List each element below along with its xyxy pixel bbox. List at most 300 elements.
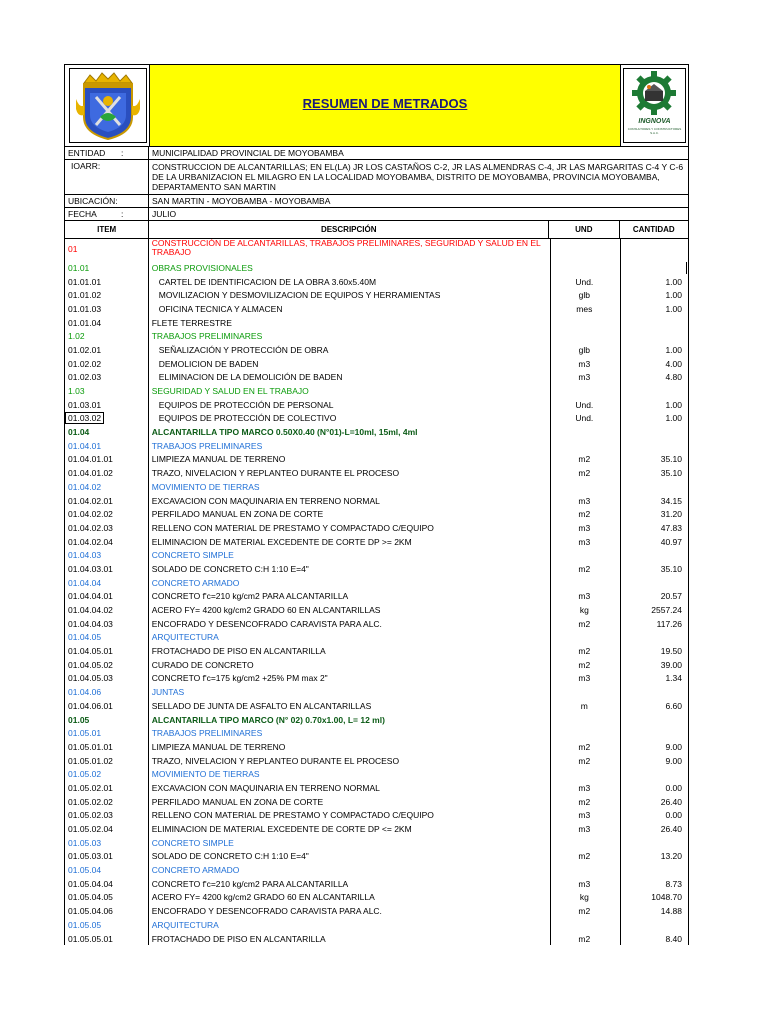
col-und: UND [549, 221, 619, 239]
item-description: PERFILADO MANUAL EN ZONA DE CORTE [151, 796, 324, 807]
item-description: JUNTAS [151, 687, 185, 698]
page-title: RESUMEN DE METRADOS [302, 96, 468, 111]
metrados-sheet [64, 64, 689, 945]
item-code-text: 01.04.03 [68, 550, 102, 561]
item-description: SEGURIDAD Y SALUD EN EL TRABAJO [151, 386, 309, 397]
item-code-text: 01.05.02.03 [68, 810, 113, 821]
item-code [65, 537, 149, 547]
item-code-text: 01.04.05.02 [68, 659, 113, 670]
item-code-text: 01.04.02.02 [68, 509, 113, 520]
item-code-text: 01.05.04 [68, 865, 102, 876]
table-row [65, 836, 688, 850]
item-code [65, 400, 149, 410]
item-description: CONCRETO ARMADO [151, 577, 240, 588]
item-quantity: 8.73 [665, 878, 682, 889]
table-row [65, 316, 688, 330]
item-code-text: 01.05.01 [68, 728, 102, 739]
table-row [65, 740, 688, 754]
table-row [65, 631, 688, 645]
item-code-text: 01.04.04.01 [68, 591, 113, 602]
fecha-label: FECHA [68, 209, 97, 219]
item-code [65, 687, 149, 697]
item-code [65, 263, 149, 273]
ubicacion-row [65, 195, 688, 208]
item-unit: m3 [578, 358, 591, 369]
item-code [65, 277, 149, 287]
item-code [65, 646, 149, 656]
item-description: ARQUITECTURA [151, 919, 219, 930]
item-unit: m3 [578, 878, 591, 889]
table-row [65, 809, 688, 823]
table-row [65, 891, 688, 905]
fecha-value: JULIO [152, 209, 177, 219]
col-descripcion: DESCRIPCIÓN [149, 221, 549, 239]
item-quantity: 20.57 [660, 591, 682, 602]
item-unit: mes [576, 303, 593, 314]
item-code-text: 01.05.04.04 [68, 878, 113, 889]
table-row [65, 239, 688, 261]
item-code-text: 01.04.06.01 [68, 700, 113, 711]
item-quantity: 31.20 [660, 509, 682, 520]
table-row [65, 412, 688, 426]
item-quantity: 35.10 [660, 454, 682, 465]
item-code [65, 304, 149, 314]
item-description: ARQUITECTURA [151, 632, 219, 643]
table-row [65, 781, 688, 795]
item-code-text: 01.05.05 [68, 919, 102, 930]
item-code [65, 496, 149, 506]
fecha-colon: : [121, 209, 124, 219]
item-unit: m3 [578, 782, 591, 793]
item-code [65, 454, 149, 464]
item-unit: glb [578, 344, 590, 355]
item-unit: m2 [578, 618, 591, 629]
item-code [65, 810, 149, 820]
table-row [65, 754, 688, 768]
table-row [65, 850, 688, 864]
item-quantity: 4.00 [665, 358, 682, 369]
table-row [65, 590, 688, 604]
item-description: EXCAVACION CON MAQUINARIA EN TERRENO NORMAL [151, 495, 380, 506]
item-description: OFICINA TECNICA Y ALMACEN [158, 303, 283, 314]
item-description: CONCRETO SIMPLE [151, 837, 234, 848]
item-code [65, 783, 149, 793]
item-description: EQUIPOS DE PROTECCIÓN DE PERSONAL [158, 399, 334, 410]
item-description: CONCRETO f'c=210 kg/cm2 PARA ALCANTARILLA [151, 878, 349, 889]
table-row [65, 439, 688, 453]
item-description: RELLENO CON MATERIAL DE PRESTAMO Y COMPACTADO C/EQUIPO [151, 522, 434, 533]
item-description: SOLADO DE CONCRETO C:H 1:10 E=4" [151, 563, 309, 574]
item-description: SOLADO DE CONCRETO C:H 1:10 E=4" [151, 851, 309, 862]
item-unit: kg [579, 892, 589, 903]
item-description: LIMPIEZA MANUAL DE TERRENO [151, 741, 286, 752]
item-code-text: 01.03.02 [65, 412, 104, 424]
item-quantity: 1.00 [665, 399, 682, 410]
item-description: ELIMINACION DE LA DEMOLICIÓN DE BADEN [158, 372, 343, 383]
item-description: CONCRETO SIMPLE [151, 550, 234, 561]
item-description: DEMOLICION DE BADEN [158, 358, 259, 369]
item-unit: m2 [578, 755, 591, 766]
table-row [65, 863, 688, 877]
ingnova-logo-text: INGNOVA [638, 118, 671, 125]
item-code-text: 01.05.04.05 [68, 892, 113, 903]
table-row [65, 644, 688, 658]
table-row [65, 713, 688, 727]
item-quantity: 1.00 [665, 303, 682, 314]
item-code-text: 01.05.01.02 [68, 755, 113, 766]
item-code [65, 413, 149, 423]
table-row [65, 877, 688, 891]
item-code [65, 742, 149, 752]
item-code [65, 482, 149, 492]
item-description: ENCOFRADO Y DESENCOFRADO CARAVISTA PARA ALC. [151, 618, 382, 629]
item-code-text: 01.04.04 [68, 577, 102, 588]
item-description: TRAZO, NIVELACION Y REPLANTEO DURANTE EL PROCESO [151, 755, 400, 766]
item-description: ACERO FY= 4200 kg/cm2 GRADO 60 EN ALCANTARILLAS [151, 605, 381, 616]
item-code-text: 01.05.03 [68, 837, 102, 848]
item-description: TRABAJOS PRELIMINARES [151, 440, 263, 451]
item-unit: Und. [575, 276, 594, 287]
item-unit: m3 [578, 591, 591, 602]
item-code [65, 824, 149, 834]
entidad-row [65, 147, 688, 160]
item-description: ALCANTARILLA TIPO MARCO 0.50X0.40 (N°01)-L=10ml, 15ml, 4ml [151, 427, 418, 438]
table-body [64, 239, 689, 945]
item-code-text: 01.05.02.02 [68, 796, 113, 807]
item-code-text: 01.02.02 [68, 358, 102, 369]
item-quantity: 1.00 [665, 290, 682, 301]
table-row [65, 329, 688, 343]
item-code-text: 01.04 [68, 427, 90, 438]
item-unit: m2 [578, 741, 591, 752]
item-quantity: 0.00 [665, 782, 682, 793]
item-quantity: 13.20 [660, 851, 682, 862]
item-code-text: 01.04.05.03 [68, 673, 113, 684]
col-cantidad: CANTIDAD [632, 224, 675, 234]
table-row [65, 261, 688, 275]
item-code [65, 934, 149, 944]
item-code [65, 797, 149, 807]
item-code-text: 01.05.03.01 [68, 851, 113, 862]
item-unit: m3 [578, 810, 591, 821]
item-code-text: 01.04.01 [68, 440, 102, 451]
item-description: ENCOFRADO Y DESENCOFRADO CARAVISTA PARA ALC. [151, 906, 382, 917]
item-description: CONCRETO f'c=210 kg/cm2 PARA ALCANTARILLA [151, 591, 349, 602]
table-row [65, 371, 688, 385]
item-quantity: 14.88 [660, 906, 682, 917]
fecha-row [65, 208, 688, 221]
item-code [65, 851, 149, 861]
item-quantity: 8.40 [665, 933, 682, 944]
item-unit: m2 [578, 468, 591, 479]
item-code-text: 01.04.05.01 [68, 646, 113, 657]
item-unit: m2 [578, 646, 591, 657]
item-quantity: 2557.24 [651, 605, 682, 616]
item-unit: kg [579, 605, 589, 616]
item-unit: m2 [578, 509, 591, 520]
item-description: CONCRETO f'c=175 kg/cm2 +25% PM max 2" [151, 673, 328, 684]
item-code [65, 468, 149, 478]
item-code-text: 01.05.05.01 [68, 933, 113, 944]
item-code-text: 01.01.03 [68, 303, 102, 314]
table-row [65, 480, 688, 494]
table-row [65, 726, 688, 740]
item-unit: m [580, 700, 588, 711]
item-code-text: 01.01.01 [68, 276, 102, 287]
item-code [65, 879, 149, 889]
title-banner [149, 65, 621, 146]
item-unit: m3 [578, 824, 591, 835]
item-code-text: 01.04.01.02 [68, 468, 113, 479]
table-row [65, 685, 688, 699]
ingnova-logo-subtext: CONSULTORES Y CONSTRUCTORES S.A.C. [627, 127, 682, 135]
item-description: EQUIPOS DE PROTECCIÓN DE COLECTIVO [158, 413, 337, 424]
item-description: ACERO FY= 4200 kg/cm2 GRADO 60 EN ALCANTARILLA [151, 892, 375, 903]
item-description: MOVIMIENTO DE TIERRAS [151, 769, 260, 780]
item-unit: m2 [578, 563, 591, 574]
item-quantity: 39.00 [660, 659, 682, 670]
item-code-text: 01.05 [68, 714, 90, 725]
table-row [65, 384, 688, 398]
item-description: MOVILIZACION Y DESMOVILIZACION DE EQUIPOS Y HERRAMIENTAS [158, 290, 441, 301]
item-description: RELLENO CON MATERIAL DE PRESTAMO Y COMPACTADO C/EQUIPO [151, 810, 434, 821]
table-header [64, 221, 689, 239]
item-code-text: 01.04.02.03 [68, 522, 113, 533]
item-unit: Und. [575, 413, 594, 424]
ingnova-gear-logo-icon [623, 68, 686, 143]
item-code-text: 01.05.02 [68, 769, 102, 780]
item-code [65, 359, 149, 369]
item-quantity: 1.34 [665, 673, 682, 684]
table-row [65, 288, 688, 302]
table-row [65, 453, 688, 467]
item-description: PERFILADO MANUAL EN ZONA DE CORTE [151, 509, 324, 520]
item-description: SELLADO DE JUNTA DE ASFALTO EN ALCANTARILLAS [151, 700, 372, 711]
item-code [65, 550, 149, 560]
item-code [65, 769, 149, 779]
table-row [65, 932, 688, 946]
table-row [65, 466, 688, 480]
table-row [65, 822, 688, 836]
item-code-text: 01.04.04.03 [68, 618, 113, 629]
item-quantity: 47.83 [660, 522, 682, 533]
table-row [65, 494, 688, 508]
item-quantity: 117.26 [656, 618, 682, 629]
item-unit: m2 [578, 851, 591, 862]
item-unit: m2 [578, 906, 591, 917]
municipal-coat-of-arms-icon [69, 68, 147, 143]
item-code-text: 01.04.05 [68, 632, 102, 643]
table-row [65, 672, 688, 686]
item-quantity: 9.00 [665, 741, 682, 752]
item-code [65, 838, 149, 848]
item-code [65, 441, 149, 451]
item-code [65, 578, 149, 588]
table-row [65, 548, 688, 562]
item-unit: m2 [578, 933, 591, 944]
item-code-text: 01.04.06 [68, 687, 102, 698]
item-code [65, 372, 149, 382]
item-unit: m2 [578, 659, 591, 670]
item-quantity: 26.40 [660, 824, 682, 835]
item-description: SEÑALIZACIÓN Y PROTECCIÓN DE OBRA [158, 344, 329, 355]
table-row [65, 617, 688, 631]
item-quantity: 35.10 [660, 468, 682, 479]
item-description: ELIMINACION DE MATERIAL EXCEDENTE DE CORTE DP >= 2KM [151, 536, 412, 547]
table-row [65, 425, 688, 439]
column-divider [550, 239, 551, 945]
item-description: CONCRETO ARMADO [151, 865, 240, 876]
item-description: TRABAJOS PRELIMINARES [151, 331, 263, 342]
item-quantity: 19.50 [660, 646, 682, 657]
item-description: OBRAS PROVISIONALES [151, 262, 253, 273]
item-code [65, 386, 149, 396]
table-row [65, 521, 688, 535]
item-code-text: 01.05.01.01 [68, 741, 113, 752]
item-quantity: 1.00 [665, 413, 682, 424]
item-code [65, 632, 149, 642]
item-unit: m3 [578, 495, 591, 506]
table-row [65, 357, 688, 371]
item-code [65, 345, 149, 355]
item-code-text: 01.04.02.01 [68, 495, 113, 506]
item-unit: m3 [578, 522, 591, 533]
table-row [65, 535, 688, 549]
item-code-text: 1.03 [68, 386, 85, 397]
ioarr-row [65, 160, 688, 195]
table-row [65, 658, 688, 672]
item-code-text: 01.05.02.04 [68, 824, 113, 835]
item-code-text: 01.04.03.01 [68, 563, 113, 574]
item-quantity: 1.00 [665, 344, 682, 355]
item-code [65, 591, 149, 601]
item-code-text: 01.03.01 [68, 399, 102, 410]
table-row [65, 603, 688, 617]
ubicacion-value: SAN MARTIN - MOYOBAMBA - MOYOBAMBA [152, 196, 331, 206]
item-code [65, 715, 149, 725]
table-row [65, 562, 688, 576]
table-row [65, 795, 688, 809]
table-row [65, 767, 688, 781]
item-quantity: 1.00 [665, 276, 682, 287]
col-item: ITEM [65, 221, 149, 239]
item-code [65, 331, 149, 341]
entidad-label: ENTIDAD [68, 148, 106, 158]
item-code [65, 523, 149, 533]
item-code [65, 865, 149, 875]
item-description: CONSTRUCCIÓN DE ALCANTARILLAS, TRABAJOS PRELIMINARES, SEGURIDAD Y SALUD EN EL TRABAJO [151, 239, 541, 256]
item-quantity [619, 262, 688, 274]
item-unit: m3 [578, 673, 591, 684]
item-unit: Und. [575, 399, 594, 410]
item-code-text: 01.04.04.02 [68, 605, 113, 616]
item-code-text: 01.01.04 [68, 317, 102, 328]
item-code [65, 756, 149, 766]
item-description: CURADO DE CONCRETO [151, 659, 254, 670]
item-code-text: 01.01.02 [68, 290, 102, 301]
table-row [65, 275, 688, 289]
item-code [65, 509, 149, 519]
item-code-text: 01.02.03 [68, 372, 102, 383]
item-code [65, 660, 149, 670]
item-code [65, 906, 149, 916]
item-code-text: 01.04.02 [68, 481, 102, 492]
item-code [65, 290, 149, 300]
item-code-text: 01.01 [68, 262, 90, 273]
entidad-colon: : [121, 148, 124, 158]
ubicacion-label: UBICACIÓN: [65, 195, 149, 207]
item-code [65, 605, 149, 615]
item-unit: m2 [578, 454, 591, 465]
item-quantity: 4.80 [665, 372, 682, 383]
column-divider [148, 239, 149, 945]
item-code [65, 427, 149, 437]
item-code [65, 239, 149, 254]
table-row [65, 398, 688, 412]
item-quantity: 34.15 [660, 495, 682, 506]
table-row [65, 918, 688, 932]
item-unit: m3 [578, 536, 591, 547]
item-description: FROTACHADO DE PISO EN ALCANTARILLA [151, 646, 326, 657]
item-unit: m3 [578, 372, 591, 383]
item-unit: m2 [578, 796, 591, 807]
item-description: CARTEL DE IDENTIFICACION DE LA OBRA 3.60x5.40M [158, 276, 377, 287]
item-description: FROTACHADO DE PISO EN ALCANTARILLA [151, 933, 326, 944]
table-row [65, 343, 688, 357]
cell-cursor [686, 262, 687, 274]
entidad-value: MUNICIPALIDAD PROVINCIAL DE MOYOBAMBA [152, 148, 344, 158]
table-row [65, 576, 688, 590]
item-description: LIMPIEZA MANUAL DE TERRENO [151, 454, 286, 465]
project-info [64, 147, 689, 221]
item-quantity: 26.40 [660, 796, 682, 807]
item-code-text: 01.04.02.04 [68, 536, 113, 547]
item-code-text: 01.04.01.01 [68, 454, 113, 465]
item-description: ALCANTARILLA TIPO MARCO (N° 02) 0.70x1.00, L= 12 ml) [151, 714, 385, 725]
item-code-text: 01.02.01 [68, 344, 102, 355]
item-description: ELIMINACION DE MATERIAL EXCEDENTE DE CORTE DP <= 2KM [151, 824, 412, 835]
item-unit: glb [578, 290, 590, 301]
column-divider [620, 239, 621, 945]
item-quantity: 0.00 [665, 810, 682, 821]
item-quantity: 40.97 [660, 536, 682, 547]
item-description: TRABAJOS PRELIMINARES [151, 728, 263, 739]
item-code [65, 920, 149, 930]
item-code-text: 01 [68, 244, 78, 254]
table-row [65, 302, 688, 316]
item-code-text: 01.05.04.06 [68, 906, 113, 917]
item-quantity: 1048.70 [651, 892, 682, 903]
item-code-text: 1.02 [68, 331, 85, 342]
ioarr-label: IOARR: [65, 160, 149, 194]
ioarr-value: CONSTRUCCION DE ALCANTARILLAS; EN EL(LA) JR LOS CASTAÑOS C-2, JR LAS ALMENDRAS C-4, JR LAS MARGARITAS C-4 Y C-6 DE LA URBANIZACION EL MILAGRO EN LA LOCALIDAD MOYOBAMBA, DISTRITO DE MOYOBAMBA, PROVINCIA MOYOBAMBA, DEPARTAMENTO SAN MARTIN [152, 162, 684, 192]
item-code [65, 728, 149, 738]
item-description: MOVIMIENTO DE TIERRAS [151, 481, 260, 492]
item-code [65, 318, 149, 328]
item-quantity: 6.60 [665, 700, 682, 711]
table-row [65, 904, 688, 918]
item-code [65, 892, 149, 902]
document-header [64, 64, 689, 147]
item-code [65, 673, 149, 683]
item-code [65, 564, 149, 574]
item-description: TRAZO, NIVELACION Y REPLANTEO DURANTE EL PROCESO [151, 468, 400, 479]
item-code [65, 701, 149, 711]
table-row [65, 699, 688, 713]
item-quantity: 9.00 [665, 755, 682, 766]
table-row [65, 507, 688, 521]
item-code-text: 01.05.02.01 [68, 782, 113, 793]
